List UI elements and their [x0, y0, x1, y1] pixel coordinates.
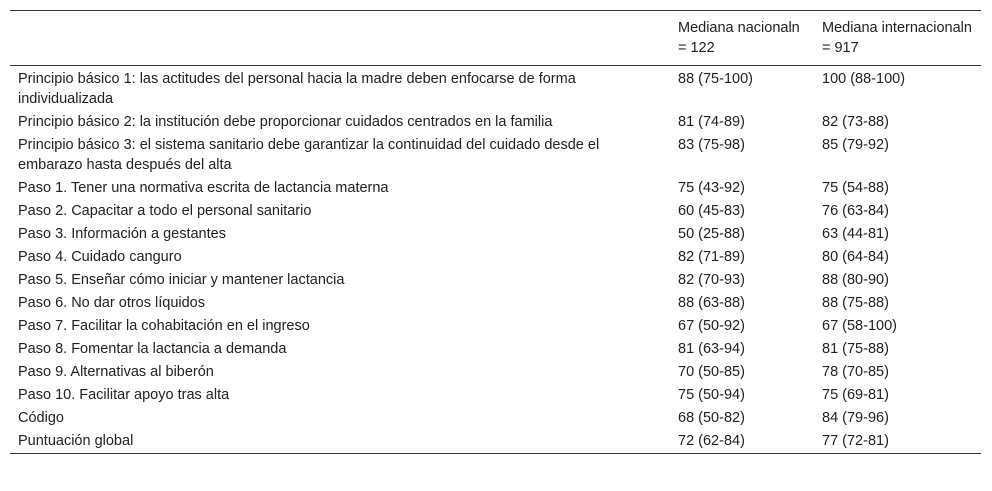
national-median-cell: 60 (45-83) — [678, 203, 745, 219]
international-median-cell: 82 (73-88) — [822, 114, 889, 130]
table-row — [10, 292, 981, 315]
row-label-cell: Principio básico 1: las actitudes del personal hacia la madre deben enfocarse de forma individualizada — [18, 71, 576, 107]
table-body — [10, 66, 981, 454]
international-median-cell: 84 (79-96) — [822, 410, 889, 426]
national-median-cell: 88 (75-100) — [678, 71, 753, 87]
international-median-cell: 81 (75-88) — [822, 341, 889, 357]
international-median-cell: 88 (80-90) — [822, 272, 889, 288]
international-median-cell: 80 (64-84) — [822, 249, 889, 265]
row-label-cell: Paso 2. Capacitar a todo el personal sanitario — [18, 203, 312, 219]
national-median-cell: 70 (50-85) — [678, 364, 745, 380]
table-row — [10, 315, 981, 338]
international-median-cell: 75 (69-81) — [822, 387, 889, 403]
national-median-cell: 50 (25-88) — [678, 226, 745, 242]
national-median-cell: 72 (62-84) — [678, 433, 745, 449]
table-row — [10, 407, 981, 430]
row-label-cell: Paso 6. No dar otros líquidos — [18, 295, 205, 311]
row-label-cell: Paso 3. Información a gestantes — [18, 226, 226, 242]
table-row — [10, 384, 981, 407]
national-median-cell: 75 (43-92) — [678, 180, 745, 196]
international-median-cell: 63 (44-81) — [822, 226, 889, 242]
national-median-cell: 81 (74-89) — [678, 114, 745, 130]
national-median-cell: 75 (50-94) — [678, 387, 745, 403]
international-median-cell: 67 (58-100) — [822, 318, 897, 334]
national-median-cell: 83 (75-98) — [678, 137, 745, 153]
national-median-cell: 81 (63-94) — [678, 341, 745, 357]
table-row — [10, 66, 981, 112]
row-label-cell: Principio básico 3: el sistema sanitario debe garantizar la continuidad del cuidado desde el embarazo hasta después del alta — [18, 137, 600, 173]
table-row — [10, 246, 981, 269]
national-median-cell: 67 (50-92) — [678, 318, 745, 334]
table-row — [10, 200, 981, 223]
international-median-cell: 100 (88-100) — [822, 71, 906, 87]
header-cell-item — [10, 11, 670, 66]
header-cell-international-median: Mediana internacionaln = 917 — [822, 20, 972, 56]
international-median-cell: 78 (70-85) — [822, 364, 889, 380]
table-row — [10, 223, 981, 246]
results-table — [10, 10, 981, 454]
national-median-cell: 82 (70-93) — [678, 272, 745, 288]
header-row — [10, 11, 981, 66]
row-label-cell: Paso 4. Cuidado canguro — [18, 249, 182, 265]
international-median-cell: 77 (72-81) — [822, 433, 889, 449]
table-row — [10, 338, 981, 361]
table-header — [10, 11, 981, 66]
row-label-cell: Paso 9. Alternativas al biberón — [18, 364, 214, 380]
results-table-container — [10, 10, 981, 454]
table-row — [10, 430, 981, 454]
international-median-cell: 76 (63-84) — [822, 203, 889, 219]
national-median-cell: 68 (50-82) — [678, 410, 745, 426]
international-median-cell: 85 (79-92) — [822, 137, 889, 153]
row-label-cell: Principio básico 2: la institución debe proporcionar cuidados centrados en la familia — [18, 114, 553, 130]
national-median-cell: 88 (63-88) — [678, 295, 745, 311]
row-label-cell: Paso 7. Facilitar la cohabitación en el ingreso — [18, 318, 310, 334]
table-row — [10, 269, 981, 292]
international-median-cell: 88 (75-88) — [822, 295, 889, 311]
row-label-cell: Código — [18, 410, 64, 426]
table-row — [10, 111, 981, 134]
row-label-cell: Paso 1. Tener una normativa escrita de lactancia materna — [18, 180, 389, 196]
row-label-cell: Paso 10. Facilitar apoyo tras alta — [18, 387, 230, 403]
table-row — [10, 134, 981, 177]
table-row — [10, 361, 981, 384]
table-row — [10, 177, 981, 200]
row-label-cell: Paso 5. Enseñar cómo iniciar y mantener lactancia — [18, 272, 345, 288]
national-median-cell: 82 (71-89) — [678, 249, 745, 265]
international-median-cell: 75 (54-88) — [822, 180, 889, 196]
row-label-cell: Paso 8. Fomentar la lactancia a demanda — [18, 341, 287, 357]
row-label-cell: Puntuación global — [18, 433, 134, 449]
header-cell-national-median: Mediana nacionaln = 122 — [678, 20, 800, 56]
